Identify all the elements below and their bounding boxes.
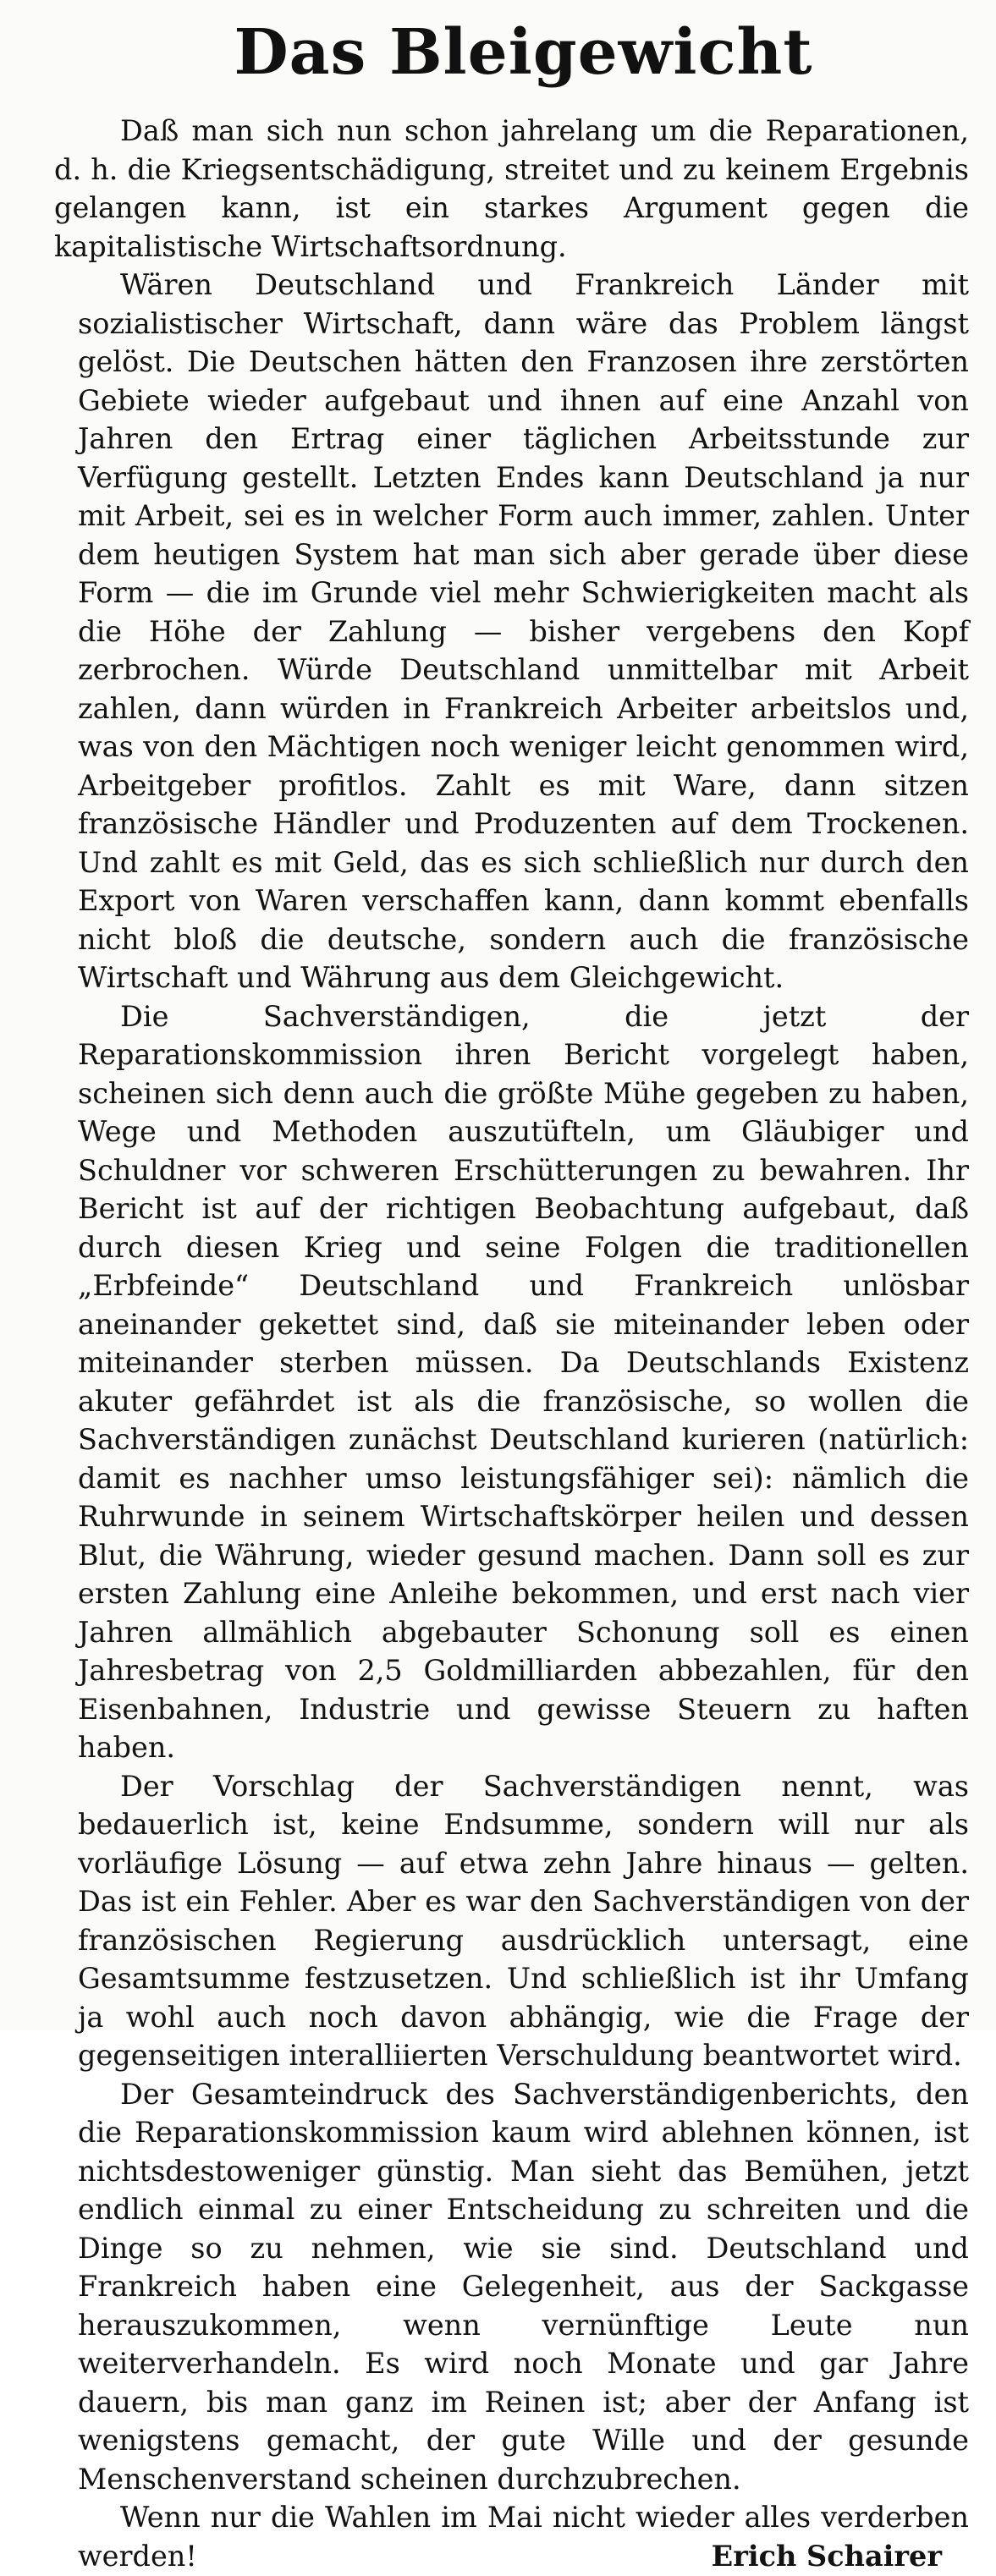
article-paragraph-2: Wären Deutschland und Frankreich Länder mit sozialistischer Wirtschaft, dann wäre das Problem längst gelöst. Die Deutschen hätten den Franzosen ihre zerstörten Gebiete wieder aufgebaut und ihnen auf eine Anzahl von Jahren den Ertrag einer täglichen Arbeitsstunde zur Verfügung gestellt. Letzten Endes kann Deutschland ja nur mit Arbeit, sei es in welcher Form auch immer, zahlen. Unter dem heutigen System hat man sich aber gerade über diese Form — die im Grunde viel mehr Schwierigkeiten macht als die Höhe der Zahlung — bisher vergebens den Kopf zerbrochen. Würde Deutschland unmittelbar mit Arbeit zahlen, dann würden in Frankreich Arbeiter arbeitslos und, was von den Mächtigen noch weniger leicht genommen wird, Arbeitgeber profitlos. Zahlt es mit Ware, dann sitzen französische Händler und Produzenten auf dem Trockenen. Und zahlt es mit Geld, das es sich schließlich nur durch den Export von Waren verschaffen kann, dann kommt ebenfalls nicht bloß die deutsche, sondern auch die französische Wirtschaft und Währung aus dem Gleichgewicht. bbox=[78, 268, 969, 994]
article-paragraph-1: Daß man sich nun schon jahrelang um die Reparationen, d. h. die Kriegsentschädigung, streitet und zu keinem Ergebnis gelangen kann, ist ein starkes Argument gegen die kapitalistische Wirtschaftsordnung. bbox=[54, 114, 969, 263]
article-paragraph-6: Wenn nur die Wahlen im Mai nicht wieder alles verderben werden! bbox=[78, 2501, 969, 2573]
article-paragraph-3: Die Sachverständigen, die jetzt der Reparationskommission ihren Bericht vorgelegt haben, scheinen sich denn auch die größte Mühe gegeben zu haben, Wege und Methoden auszutüfteln, um Gläubiger und Schuldner vor schweren Erschütterungen zu bewahren. Ihr Bericht ist auf der richtigen Beobachtung aufgebaut, daß durch diesen Krieg und seine Folgen die traditionellen „Erbfeinde“ Deutschland und Frankreich unlösbar aneinander gekettet sind, daß sie miteinander leben oder miteinander sterben müssen. Da Deutschlands Existenz akuter gefährdet ist als die französische, so wollen die Sachverständigen zunächst Deutschland kurieren (natürlich: damit es nachher umso leistungsfähiger sei): nämlich die Ruhrwunde in seinem Wirtschaftskörper heilen und dessen Blut, die Währung, wieder gesund machen. Dann soll es zur ersten Zahlung eine Anleihe bekommen, und erst nach vier Jahren allmählich abgebauter Schonung soll es einen Jahresbetrag von 2,5 Goldmilliarden abbezahlen, für den Eisenbahnen, Industrie und gewisse Steuern zu haften haben. bbox=[78, 999, 969, 1764]
article-paragraph-4: Der Vorschlag der Sachverständigen nennt, was bedauerlich ist, keine Endsumme, sondern will nur als vorläufige Lösung — auf etwa zehn Jahre hinaus — gelten. Das ist ein Fehler. Aber es war den Sachverständigen von der französischen Regierung ausdrücklich untersagt, eine Gesamtsumme festzusetzen. Und schließlich ist ihr Umfang ja wohl auch noch davon abhängig, wie die Frage der gegenseitigen interalliierten Verschuldung beantwortet wird. bbox=[78, 1769, 969, 2072]
author-signature: Erich Schairer bbox=[711, 2540, 942, 2573]
article-body bbox=[54, 112, 969, 2575]
article-paragraph-5: Der Gesamteindruck des Sachverständigenberichts, den die Reparationskommission kaum wird ablehnen können, ist nichtsdestoweniger günstig. Man sieht das Bemühen, jetzt endlich einmal zu einer Entscheidung zu schreiten und die Dinge so zu nehmen, wie sie sind. Deutschland und Frankreich haben eine Gelegenheit, aus der Sackgasse herauszukommen, wenn vernünftige Leute nun weiterverhandeln. Es wird noch Monate und gar Jahre dauern, bis man ganz im Reinen ist; aber der Anfang ist wenigstens gemacht, der gute Wille und der gesunde Menschenverstand scheinen durchzubrechen. bbox=[78, 2077, 969, 2496]
article-title: Das Bleigewicht bbox=[234, 16, 813, 89]
